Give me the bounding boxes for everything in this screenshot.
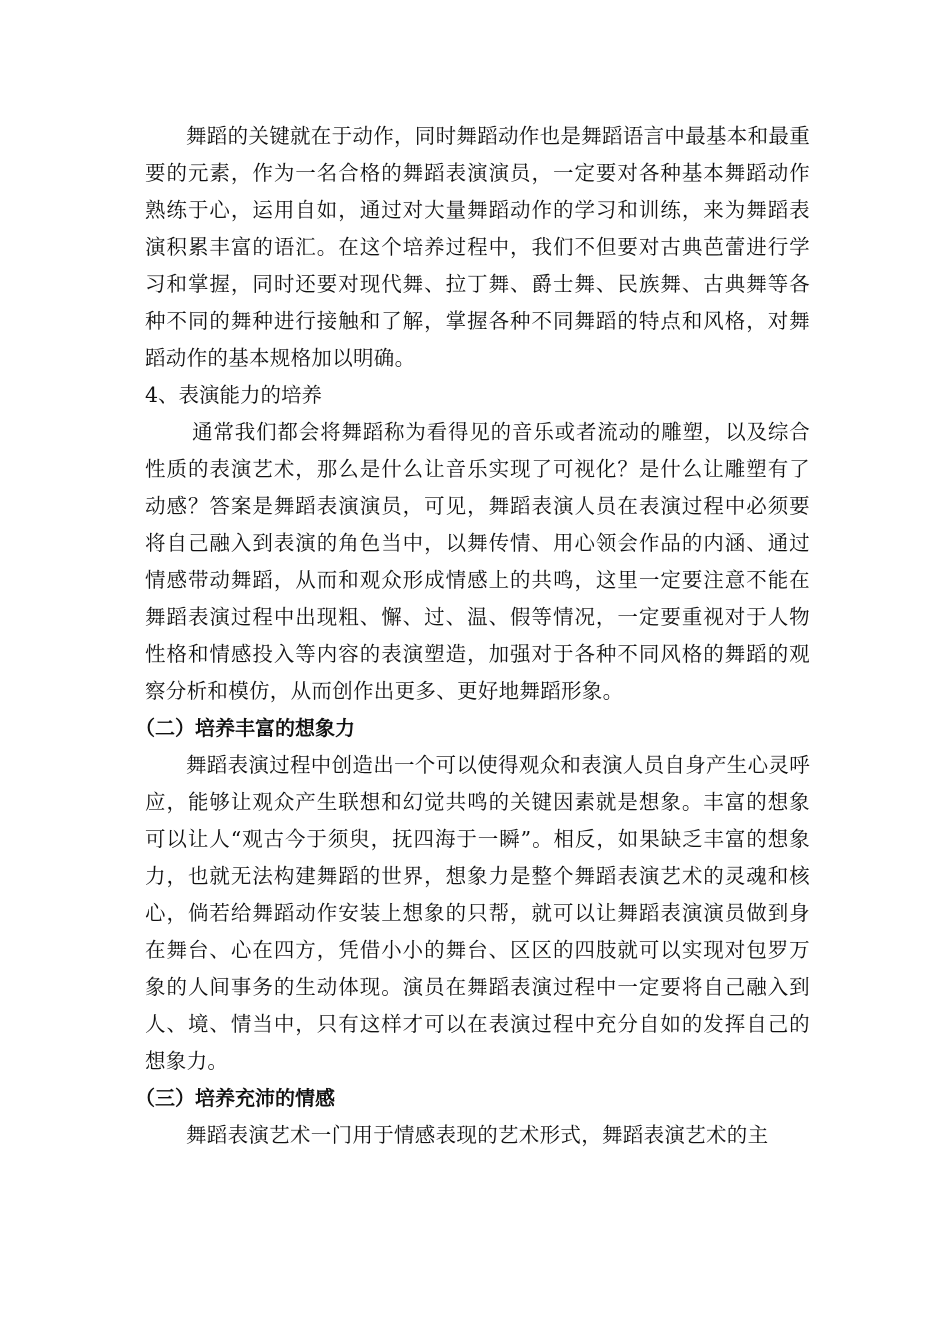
body-paragraph-imagination: 舞蹈表演过程中创造出一个可以使得观众和表演人员自身产生心灵呼应，能够让观众产生联想和幻觉共鸣的关键因素就是想象。丰富的想象可以让人“观古今于须臾，抚四海于一瞬”。相反，如果缺乏丰富的想象力，也就无法构建舞蹈的世界，想象力是整个舞蹈表演艺术的灵魂和核心，倘若给舞蹈动作安装上想象的只帮，就可以让舞蹈表演演员做到身在舞台、心在四方，凭借小小的舞台、区区的四肢就可以实现对包罗万象的人间事务的生动体现。演员在舞蹈表演过程中一定要将自己融入到人、境、情当中，只有这样才可以在表演过程中充分自如的发挥自己的想象力。 bbox=[145, 753, 810, 1073]
section-heading-performance-ability: 4、表演能力的培养 bbox=[145, 383, 323, 407]
body-paragraph-performance-ability: 通常我们都会将舞蹈称为看得见的音乐或者流动的雕塑，以及综合性质的表演艺术，那么是什么让音乐实现了可视化？是什么让雕塑有了动感？答案是舞蹈表演演员，可见，舞蹈表演人员在表演过程中必须要将自己融入到表演的角色当中，以舞传情、用心领会作品的内涵、通过情感带动舞蹈，从而和观众形成情感上的共鸣，这里一定要注意不能在舞蹈表演过程中出现粗、懈、过、温、假等情况，一定要重视对于人物性格和情感投入等内容的表演塑造，加强对于各种不同风格的舞蹈的观察分析和模仿，从而创作出更多、更好地舞蹈形象。 bbox=[145, 420, 810, 703]
section-heading-emotion: （三）培养充沛的情感 bbox=[135, 1086, 335, 1110]
body-paragraph-emotion: 舞蹈表演艺术一门用于情感表现的艺术形式，舞蹈表演艺术的主 bbox=[186, 1123, 769, 1147]
document-body bbox=[135, 118, 810, 1154]
section-heading-imagination: （二）培养丰富的想象力 bbox=[135, 716, 355, 740]
body-paragraph-dance-movement: 舞蹈的关键就在于动作，同时舞蹈动作也是舞蹈语言中最基本和最重要的元素，作为一名合格的舞蹈表演演员，一定要对各种基本舞蹈动作熟练于心，运用自如，通过对大量舞蹈动作的学习和训练，来为舞蹈表演积累丰富的语汇。在这个培养过程中，我们不但要对古典芭蕾进行学习和掌握，同时还要对现代舞、拉丁舞、爵士舞、民族舞、古典舞等各种不同的舞种进行接触和了解，掌握各种不同舞蹈的特点和风格，对舞蹈动作的基本规格加以明确。 bbox=[145, 124, 810, 370]
